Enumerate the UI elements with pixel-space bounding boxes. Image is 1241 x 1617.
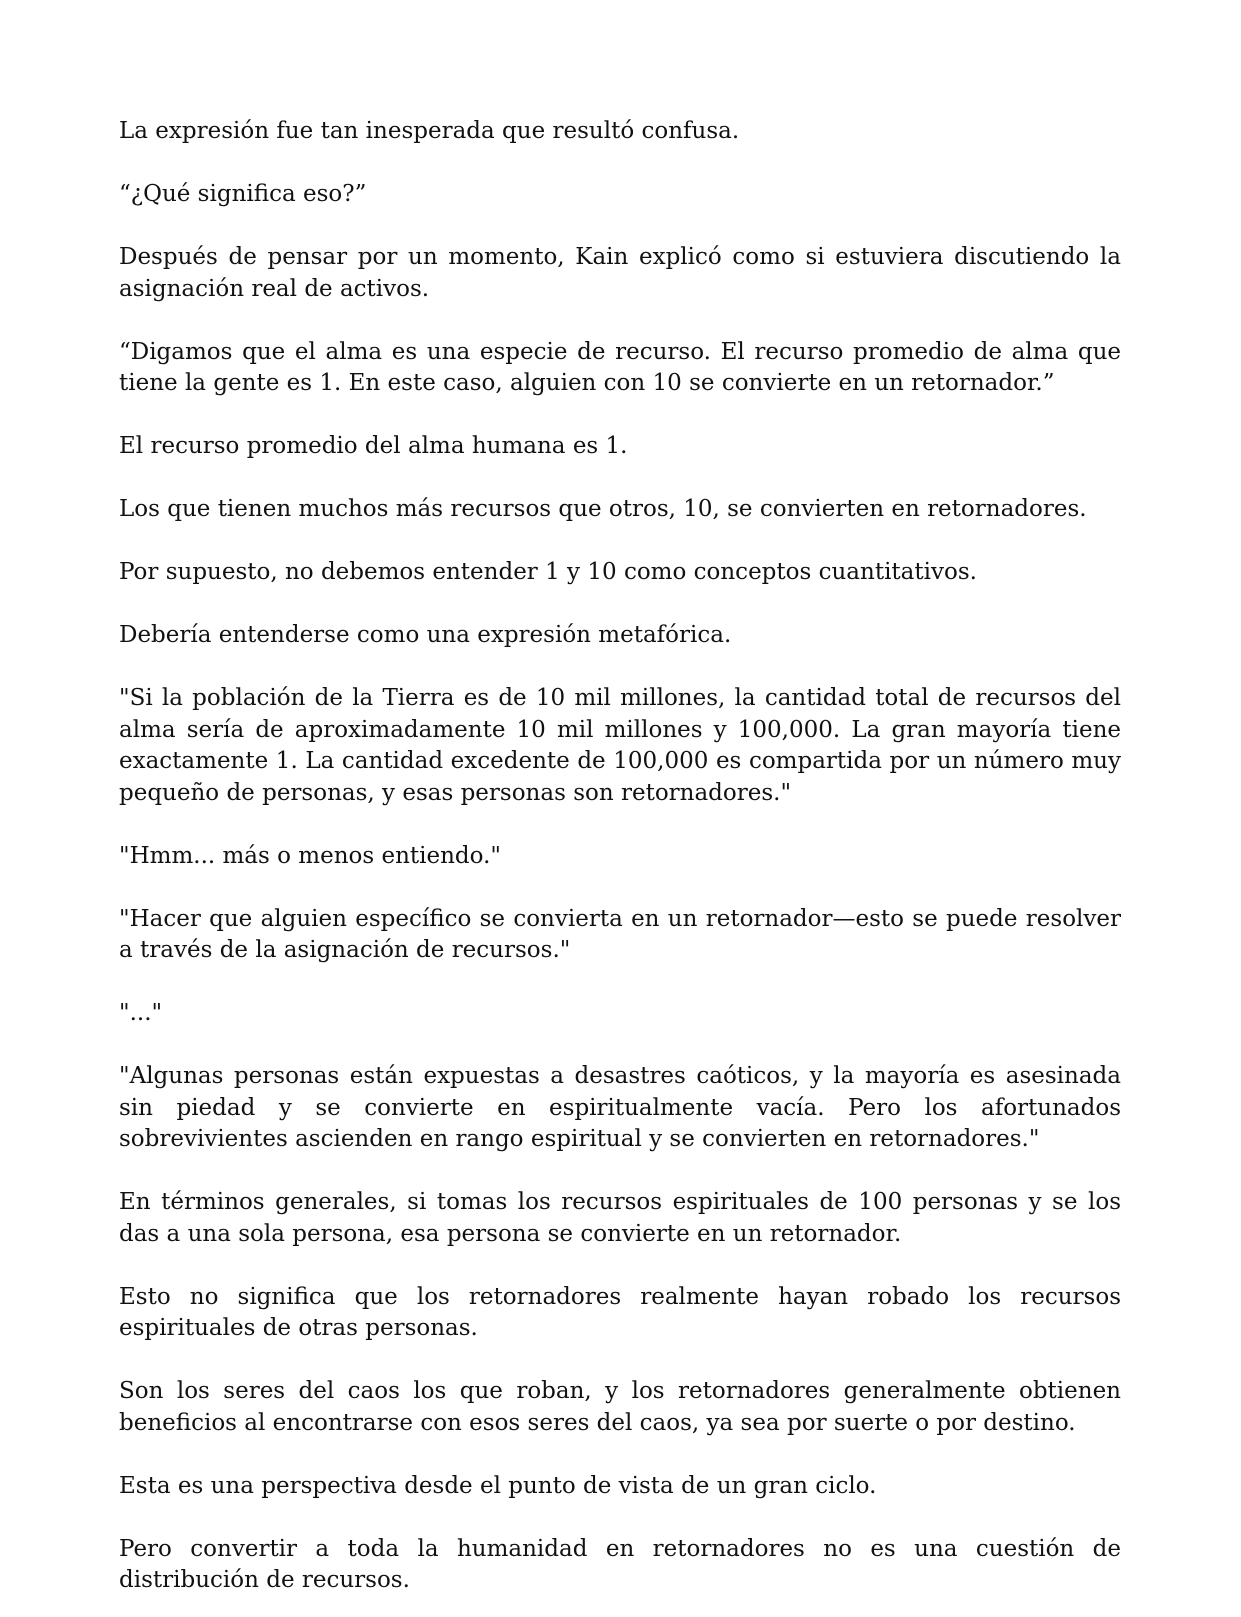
paragraph: En términos generales, si tomas los recursos espirituales de 100 personas y se los das a una sola persona, esa persona se convierte en un retornador. (119, 1189, 1121, 1247)
paragraph: Los que tienen muchos más recursos que otros, 10, se convierten en retornadores. (119, 496, 1087, 522)
paragraph: Pero convertir a toda la humanidad en retornadores no es una cuestión de distribución de recursos. (119, 1535, 1121, 1593)
document-body (119, 116, 1121, 1617)
paragraph: Esto no significa que los retornadores realmente hayan robado los recursos espirituales de otras personas. (119, 1283, 1121, 1341)
paragraph: "..." (119, 1000, 163, 1026)
paragraph: "Algunas personas están expuestas a desastres caóticos, y la mayoría es asesinada sin piedad y se convierte en espiritualmente vacía. Pero los afortunados sobrevivientes ascienden en rango espiritual y se convierten en retornadores." (119, 1063, 1121, 1152)
paragraph: "Hmm... más o menos entiendo." (119, 842, 501, 869)
paragraph: “¿Qué significa eso?” (119, 181, 367, 207)
paragraph: "Hacer que alguien específico se convierta en un retornador—esto se puede resolver a través de la asignación de recursos." (119, 905, 1121, 963)
paragraph: Son los seres del caos los que roban, y los retornadores generalmente obtienen beneficios al encontrarse con esos seres del caos, ya sea por suerte o por destino. (119, 1378, 1121, 1436)
paragraph: “Digamos que el alma es una especie de recurso. El recurso promedio de alma que tiene la gente es 1. En este caso, alguien con 10 se convierte en un retornador.” (119, 338, 1121, 396)
paragraph: "Si la población de la Tierra es de 10 mil millones, la cantidad total de recursos del alma sería de aproximadamente 10 mil millones y 100,000. La gran mayoría tiene exactamente 1. La cantidad excedente de 100,000 es compartida por un número muy pequeño de personas, y esas personas son retornadores." (119, 685, 1121, 806)
paragraph: Después de pensar por un momento, Kain explicó como si estuviera discutiendo la asignación real de activos. (119, 244, 1121, 302)
paragraph: Debería entenderse como una expresión metafórica. (119, 622, 732, 648)
paragraph: Esta es una perspectiva desde el punto de vista de un gran ciclo. (119, 1472, 877, 1499)
paragraph: La expresión fue tan inesperada que resultó confusa. (119, 118, 740, 144)
paragraph: Por supuesto, no debemos entender 1 y 10 como conceptos cuantitativos. (119, 559, 977, 585)
paragraph: El recurso promedio del alma humana es 1. (119, 433, 628, 459)
